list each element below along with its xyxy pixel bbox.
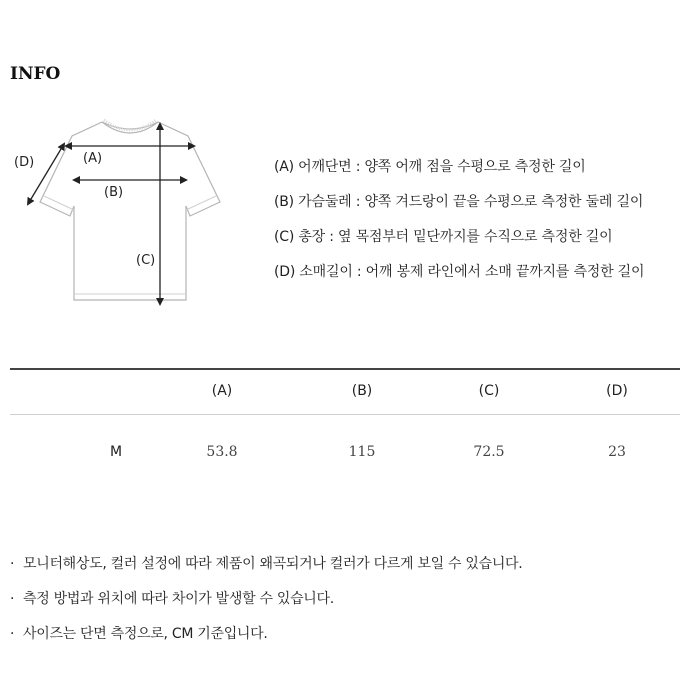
- value-d: 23: [608, 444, 626, 460]
- note-item: [10, 547, 690, 582]
- bullet: ·: [10, 626, 15, 642]
- legend-item-d: (D) 소매길이 : 어깨 봉제 라인에서 소매 끝까지를 측정한 길이: [274, 264, 645, 280]
- note-item: [10, 582, 690, 617]
- row-size: M: [110, 444, 123, 460]
- value-a: 53.8: [206, 444, 238, 460]
- diagram-label-c: (C): [136, 253, 156, 268]
- header-d: (D): [606, 383, 628, 399]
- table-row: [10, 415, 680, 491]
- note-text: 사이즈는 단면 측정으로, CM 기준입니다.: [23, 626, 268, 642]
- note-text: 모니터해상도, 컬러 설정에 따라 제품이 왜곡되거나 컬러가 다르게 보일 수 있습니다.: [23, 556, 523, 572]
- header-b: (B): [351, 383, 373, 399]
- size-table: [10, 368, 680, 491]
- notes-list: [10, 547, 690, 652]
- header-a: (A): [211, 383, 233, 399]
- bullet: ·: [10, 591, 15, 607]
- legend-item-b: (B) 가슴둘레 : 양쪽 겨드랑이 끝을 수평으로 측정한 둘레 길이: [274, 194, 644, 210]
- diagram-label-d: (D): [14, 155, 35, 170]
- bullet: ·: [10, 556, 15, 572]
- tshirt-measurement-diagram: [0, 110, 260, 320]
- diagram-label-b: (B): [104, 185, 124, 200]
- note-text: 측정 방법과 위치에 따라 차이가 발생할 수 있습니다.: [23, 591, 334, 607]
- legend-item-a: (A) 어깨단면 : 양쪽 어깨 점을 수평으로 측정한 길이: [274, 159, 586, 175]
- header-c: (C): [478, 383, 500, 399]
- legend-item-c: (C) 총장 : 옆 목점부터 밑단까지를 수직으로 측정한 길이: [274, 229, 613, 245]
- table-header-row: [10, 370, 680, 414]
- value-c: 72.5: [473, 444, 505, 460]
- value-b: 115: [348, 444, 376, 460]
- section-title: INFO: [10, 64, 61, 84]
- tshirt-outline: [40, 122, 220, 300]
- note-item: [10, 617, 690, 652]
- diagram-label-a: (A): [83, 151, 103, 166]
- measurement-legend: [274, 150, 694, 290]
